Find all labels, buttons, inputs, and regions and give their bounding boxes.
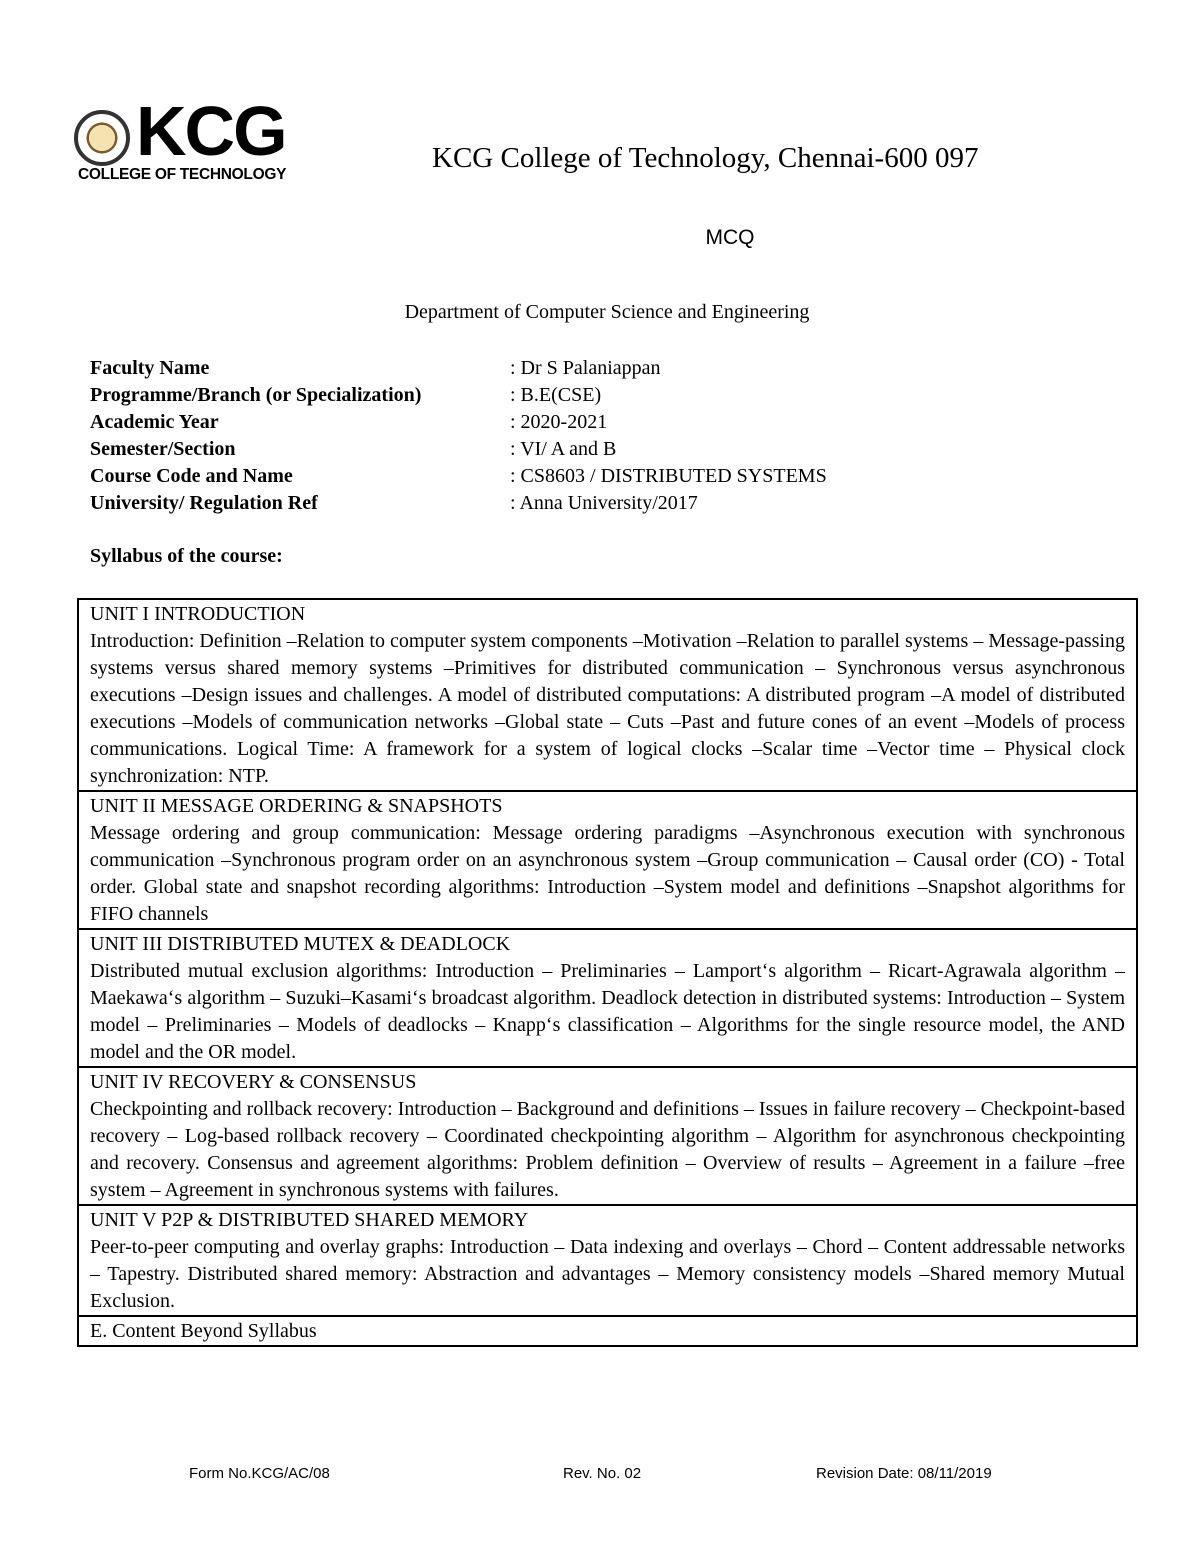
info-label: Semester/Section xyxy=(90,438,236,460)
logo-subtext: COLLEGE OF TECHNOLOGY xyxy=(78,166,287,183)
footer-rev-no: Rev. No. 02 xyxy=(563,1465,642,1482)
unit-title: UNIT IV RECOVERY & CONSENSUS xyxy=(90,1071,417,1093)
info-row-faculty xyxy=(90,355,990,382)
syllabus-table xyxy=(77,598,1138,1347)
info-label: Faculty Name xyxy=(90,357,210,379)
info-value: : CS8603 / DISTRIBUTED SYSTEMS xyxy=(510,465,827,487)
info-row-programme xyxy=(90,382,990,409)
unit-body: Distributed mutual exclusion algorithms: Introduction – Preliminaries – Lamport‘s algorithm – Ricart-Agrawala algorithm – Maekawa‘s algorithm – Suzuki–Kasami‘s broadcast algorithm. Deadlock detection in distributed systems: Introduction – System model – Preliminaries – Models of deadlocks – Knapp‘s classification – Algorithms for the single resource model, the AND model and the OR model. xyxy=(90,960,1125,1063)
footer-form-no: Form No.KCG/AC/08 xyxy=(189,1465,330,1482)
course-info xyxy=(90,355,990,517)
unit-3 xyxy=(79,928,1136,1066)
info-value: : VI/ A and B xyxy=(510,438,617,460)
unit-body: Introduction: Definition –Relation to computer system components –Motivation –Relation to parallel systems – Message-passing systems versus shared memory systems –Primitives for distributed communication – Synchronous versus asynchronous executions –Design issues and challenges. A model of distributed computations: A distributed program –A model of distributed executions –Models of communication networks –Global state – Cuts –Past and future cones of an event –Models of process communications. Logical Time: A framework for a system of logical clocks –Scalar time –Vector time – Physical clock synchronization: NTP. xyxy=(90,630,1125,787)
unit-2 xyxy=(79,790,1136,928)
department-name: Department of Computer Science and Engineering xyxy=(404,301,810,323)
info-value: : Dr S Palaniappan xyxy=(510,357,661,379)
unit-title: UNIT I INTRODUCTION xyxy=(90,603,306,625)
document-type: MCQ xyxy=(705,226,755,249)
info-label: University/ Regulation Ref xyxy=(90,492,318,514)
unit-title: UNIT III DISTRIBUTED MUTEX & DEADLOCK xyxy=(90,933,511,955)
unit-body: Message ordering and group communication: Message ordering paradigms –Asynchronous execution with synchronous communication –Synchronous program order on an asynchronous system –Group communication – Causal order (CO) - Total order. Global state and snapshot recording algorithms: Introduction –System model and definitions –Snapshot algorithms for FIFO channels xyxy=(90,822,1125,925)
info-row-academic-year xyxy=(90,409,990,436)
logo-text: KCG xyxy=(136,92,286,170)
info-value: : 2020-2021 xyxy=(510,411,608,433)
info-value: : Anna University/2017 xyxy=(510,492,698,514)
unit-body: Peer-to-peer computing and overlay graphs: Introduction – Data indexing and overlays – Chord – Content addressable networks – Tapestry. Distributed shared memory: Abstraction and advantages – Memory consistency models –Shared memory Mutual Exclusion. xyxy=(90,1236,1125,1312)
info-row-university xyxy=(90,490,990,517)
institution-title: KCG College of Technology, Chennai-600 097 xyxy=(432,142,979,174)
footer-rev-date: Revision Date: 08/11/2019 xyxy=(816,1465,992,1482)
syllabus-heading: Syllabus of the course: xyxy=(90,545,283,567)
info-row-semester xyxy=(90,436,990,463)
info-label: Academic Year xyxy=(90,411,219,433)
college-seal-icon xyxy=(74,110,130,166)
unit-5 xyxy=(79,1204,1136,1315)
unit-4 xyxy=(79,1066,1136,1204)
unit-1 xyxy=(79,600,1136,790)
info-value: : B.E(CSE) xyxy=(510,384,602,406)
unit-title: UNIT V P2P & DISTRIBUTED SHARED MEMORY xyxy=(90,1209,529,1231)
info-label: Programme/Branch (or Specialization) xyxy=(90,384,422,406)
info-label: Course Code and Name xyxy=(90,465,293,487)
unit-body: Checkpointing and rollback recovery: Introduction – Background and definitions – Issues in failure recovery – Checkpoint-based recovery – Log-based rollback recovery – Coordinated checkpointing algorithm – Algorithm for asynchronous checkpointing and recovery. Consensus and agreement algorithms: Problem definition – Overview of results – Agreement in a failure –free system – Agreement in synchronous systems with failures. xyxy=(90,1098,1125,1201)
unit-title: UNIT II MESSAGE ORDERING & SNAPSHOTS xyxy=(90,795,503,817)
college-logo xyxy=(72,92,287,184)
info-row-course xyxy=(90,463,990,490)
content-beyond-syllabus: E. Content Beyond Syllabus xyxy=(79,1315,1136,1345)
